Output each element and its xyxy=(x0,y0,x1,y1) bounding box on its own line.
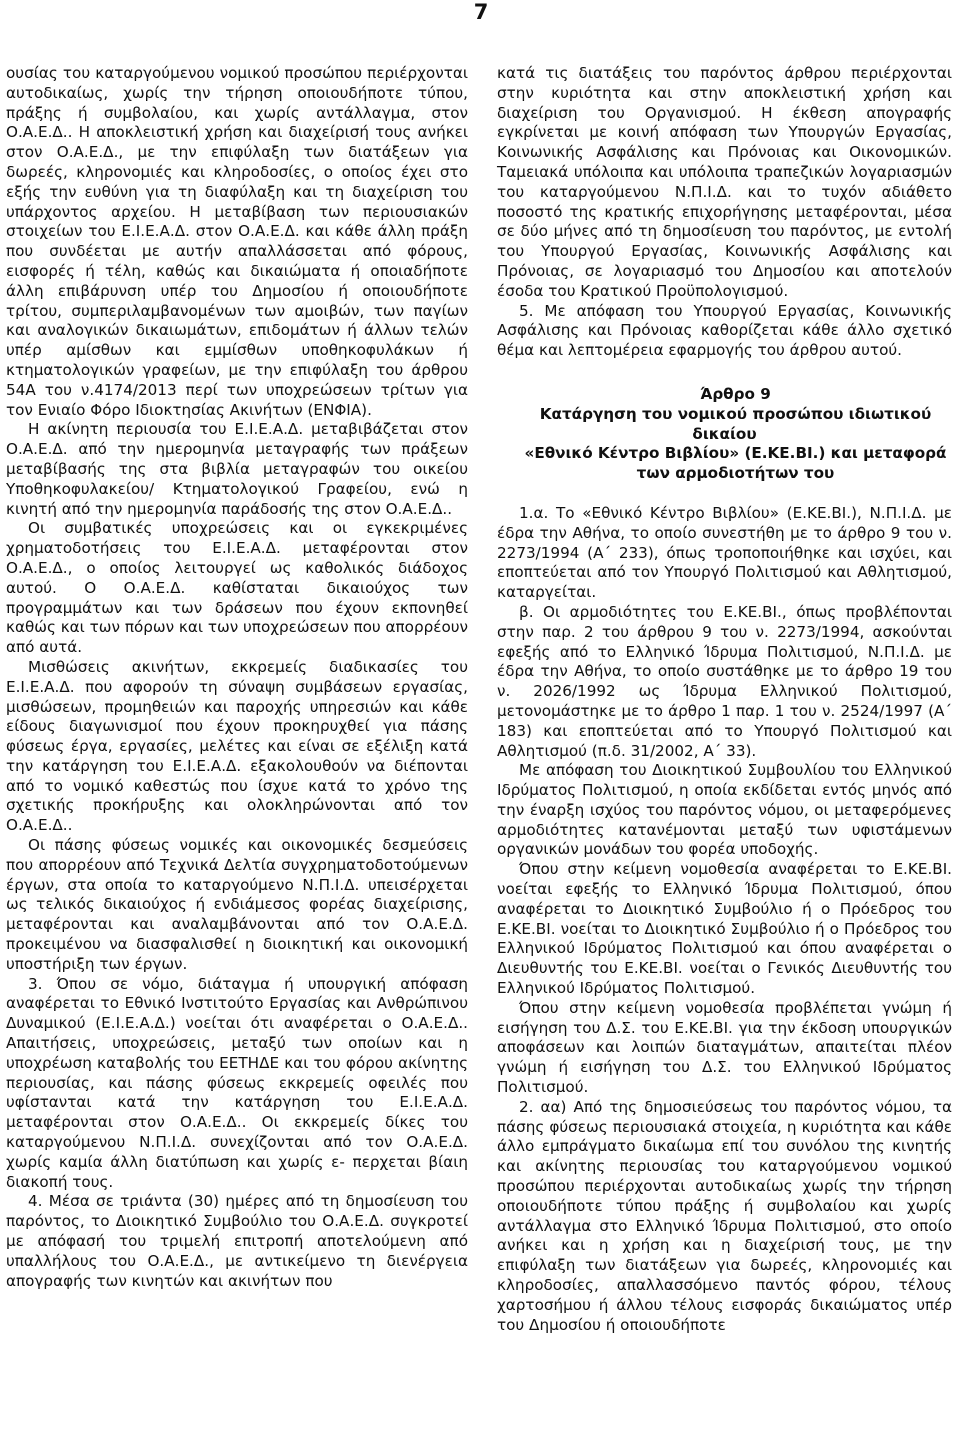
article-title-line: Κατάργηση του νομικού προσώπου ιδιωτικού δικαίου xyxy=(539,404,932,443)
paragraph: ουσίας του καταργούμενου νομικού προσώπου περιέρχονται αυτοδικαίως, χωρίς την τήρηση οποιουδήποτε τύπου, πράξης ή συμβολαίου, και χωρίς αντάλλαγμα, στον Ο.Α.Ε.Δ.. Η αποκλειστική χρήση και διαχείρισή τους ανήκει στον Ο.Α.Ε.Δ., με την επιφύλαξη των διατάξεων για δωρεές, κληρονομιές και κληροδοσίες, ο οποίος έχει στο εξής την ευθύνη για τη διαφύλαξη και τη διαχείριση του υπάρχοντος αρχείου. Η μεταβίβαση των περιουσιακών στοιχείων του Ε.Ι.Ε.Α.Δ. στον Ο.Α.Ε.Δ. και κάθε άλλη πράξη που συνδέεται με αυτήν απαλλάσσεται από φόρους, εισφορές ή τέλη, καθώς και δικαιώματα ή οποιαδήποτε άλλη επιβάρυνση υπέρ του Δημοσίου ή οποιουδήποτε τρίτου, συμπεριλαμβανομένων των αμοιβών, των παγίων και αναλογικών δικαιωμάτων, επιδομάτων ή άλλων τελών υπέρ αμίσθων και εμμίσθων υποθηκοφυλάκων ή κτηματολογικών γραφείων, με την επιφύλαξη του άρθρου 54Α του ν.4174/2013 περί των υποχρεώσεων τρίτων για τον Ενιαίο Φόρο Ιδιοκτησίας Ακινήτων (ΕΝΦΙΑ). xyxy=(6,64,468,419)
paragraph: Οι πάσης φύσεως νομικές και οικονομικές δεσμεύσεις που απορρέουν από Τεχνικά Δελτία συγχρηματοδοτούμενων έργων, στα οποία το καταργούμενο Ν.Π.Ι.Δ. υπεισέρχεται ως τελικός δικαιούχος ή ενδιάμεσος φορέας διαχείρισης, μεταφέρονται και αναλαμβάνονται από τον Ο.Α.Ε.Δ. προκειμένου να διασφαλισθεί η διοικητική και οικονομική υποστήριξη των έργων. xyxy=(6,836,468,973)
paragraph: Όπου στην κείμενη νομοθεσία προβλέπεται γνώμη ή εισήγηση του Δ.Σ. του Ε.ΚΕ.ΒΙ. για την έκδοση υπουργικών αποφάσεων και λοιπών διαταγμάτων, απαιτείται πλέον γνώμη ή εισήγηση του Δ.Σ. του Ελληνικού Ιδρύματος Πολιτισμού. xyxy=(497,998,952,1097)
page-number: 7 xyxy=(473,0,489,24)
paragraph: 4. Μέσα σε τριάντα (30) ημέρες από τη δημοσίευση του παρόντος, το Διοικητικό Συμβούλιο του Ο.Α.Ε.Δ. συγκροτεί με απόφασή του τριμελή επιτροπή αποτελούμενη από υπαλλήλους του Ο.Α.Ε.Δ., με αντικείμενο τη διενέργεια απογραφής των κινητών και ακινήτων που xyxy=(6,1192,468,1290)
right-column xyxy=(497,64,952,1335)
article-number: Άρθρο 9 xyxy=(700,384,771,403)
paragraph: Όπου στην κείμενη νομοθεσία αναφέρεται το Ε.ΚΕ.ΒΙ. νοείται εφεξής το Ελληνικό Ίδρυμα Πολιτισμού, όπου αναφέρεται το Διοικητικό Συμβούλιο ή ο Πρόεδρος του Ε.ΚΕ.ΒΙ. νοείται το Διοικητικό Συμβούλιο ή ο Πρόεδρος του Ελληνικού Ιδρύματος Πολιτισμού και όπου αναφέρεται ο Διευθυντής του Ε.ΚΕ.ΒΙ. νοείται ο Γενικός Διευθυντής του Ελληνικού Ιδρύματος Πολιτισμού. xyxy=(497,860,952,998)
paragraph: Μισθώσεις ακινήτων, εκκρεμείς διαδικασίες του Ε.Ι.Ε.Α.Δ. που αφορούν τη σύναψη συμβάσεων εργασίας, μισθώσεων, προμηθειών και παροχής υπηρεσιών και κάθε είδους διαγωνισμοί που έχουν προκηρυχθεί για πάσης φύσεως έργα, εργασίες, μελέτες και είναι σε εξέλιξη κατά την κατάργηση του Ε.Ι.Ε.Α.Δ. εξακολουθούν να διέπονται από το νομικό καθεστώς που ίσχυε κατά το χρόνο της σχετικής προκήρυξης και ολοκληρώνονται από τον Ο.Α.Ε.Δ.. xyxy=(6,657,468,835)
article-title-line: των αρμοδιοτήτων του xyxy=(636,464,835,483)
paragraph: 5. Με απόφαση του Υπουργού Εργασίας, Κοινωνικής Ασφάλισης και Πρόνοιας καθορίζεται κάθε άλλο σχετικό θέμα και λεπτομέρεια εφαρμογής του άρθρου αυτού. xyxy=(497,301,952,360)
paragraph: 1.α. Το «Εθνικό Κέντρο Βιβλίου» (Ε.ΚΕ.ΒΙ.), Ν.Π.Ι.Δ. με έδρα την Αθήνα, το οποίο συνεστήθη με το άρθρο 9 του ν. 2273/1994 (Α΄ 233), όπως τροποποιήθηκε και ισχύει, και εποπτεύεται από τον Υπουργό Πολιτισμού και Αθλητισμού, καταργείται. xyxy=(497,503,952,602)
paragraph: Με απόφαση του Διοικητικού Συμβουλίου του Ελληνικού Ιδρύματος Πολιτισμού, η οποία εκδίδεται εντός μηνός από την έναρξη ισχύος του παρόντος νόμου, οι μεταφερόμενες αρμοδιότητες κατανέμονται μεταξύ των υφιστάμενων οργανικών μονάδων του φορέα υποδοχής. xyxy=(497,761,952,859)
article-title-line: «Εθνικό Κέντρο Βιβλίου» (Ε.ΚΕ.ΒΙ.) και μεταφορά xyxy=(524,444,947,463)
paragraph: 2. αα) Από της δημοσιεύσεως του παρόντος νόμου, τα πάσης φύσεως περιουσιακά στοιχεία, η κυριότητα και κάθε άλλο εμπράγματο δικαίωμα επί του συνόλου της κινητής και ακίνητης περιουσίας του καταργούμενου νομικού προσώπου περιέρχονται αυτοδικαίως χωρίς την τήρηση οποιουδήποτε τύπου πράξης ή συμβολαίου και χωρίς αντάλλαγμα στο Ελληνικό Ίδρυμα Πολιτισμού, στο οποίο ανήκει και η χρήση και η διαχείρισή τους, με την επιφύλαξη των διατάξεων για δωρεές, κληρονομιές και κληροδοσίες, απαλλασσόμενο παντός φόρου, τέλους χαρτοσήμου ή άλλου τέλους εισφοράς δικαιώματος υπέρ του Δημοσίου ή οποιουδήποτε xyxy=(497,1097,952,1334)
paragraph: Η ακίνητη περιουσία του Ε.Ι.Ε.Α.Δ. μεταβιβάζεται στον Ο.Α.Ε.Δ. από την ημερομηνία μεταγραφής των πράξεων μεταβίβασής της στα βιβλία μεταγραφών του οικείου Υποθηκοφυλακείου/ Κτηματολογικού Γραφείου, ενώ η κινητή από την ημερομηνία παράδοσής της στον Ο.Α.Ε.Δ.. xyxy=(6,420,468,518)
left-column xyxy=(6,64,468,1291)
paragraph: 3. Όπου σε νόμο, διάταγμα ή υπουργική απόφαση αναφέρεται το Εθνικό Ινστιτούτο Εργασίας και Ανθρώπινου Δυναμικού (Ε.Ι.Ε.Α.Δ.) νοείται ότι αναφέρεται ο Ο.Α.Ε.Δ.. Απαιτήσεις, υποχρεώσεις, μεταξύ των οποίων και η υποχρέωση καταβολής του ΕΕΤΗΔΕ και του φόρου ακίνητης περιουσίας, και πάσης φύσεως εκκρεμείς οφειλές που υφίστανται κατά την κατάργηση του Ε.Ι.Ε.Α.Δ. μεταφέρονται στον Ο.Α.Ε.Δ.. Οι εκκρεμείς δίκες του καταργούμενου Ν.Π.Ι.Δ. συνεχίζονται από τον Ο.Α.Ε.Δ. χωρίς καμία άλλη διατύπωση και χωρίς ε- περχεται βίαιη διακοπή τους. xyxy=(6,974,468,1191)
paragraph: Οι συμβατικές υποχρεώσεις και οι εγκεκριμένες χρηματοδοτήσεις του Ε.Ι.Ε.Α.Δ. μεταφέρονται στον Ο.Α.Ε.Δ., ο οποίος λειτουργεί ως καθολικός διάδοχος αυτού. Ο Ο.Α.Ε.Δ. καθίσταται δικαιούχος των προγραμμάτων και των δράσεων που έχουν εκπονηθεί καθώς και των πόρων και των υποχρεώσεων που απορρέουν από αυτά. xyxy=(6,519,469,657)
paragraph: β. Οι αρμοδιότητες του Ε.ΚΕ.ΒΙ., όπως προβλέπονται στην παρ. 2 του άρθρου 9 του ν. 2273/1994, ασκούνται εφεξής από το Ελληνικό Ίδρυμα Πολιτισμού, Ν.Π.Ι.Δ. με έδρα την Αθήνα, το οποίο συστάθηκε με το άρθρο 19 του ν. 2026/1992 ως Ίδρυμα Ελληνικού Πολιτισμού, μετονομάστηκε με το άρθρο 1 παρ. 1 του ν. 2524/1997 (Α΄ 183) και εποπτεύεται από το Υπουργό Πολιτισμού και Αθλητισμού (π.δ. 31/2002, Α΄ 33). xyxy=(497,602,952,760)
paragraph: κατά τις διατάξεις του παρόντος άρθρου περιέρχονται στην κυριότητα και στην αποκλειστική χρήση και διαχείριση του Οργανισμού. Η έκθεση απογραφής εγκρίνεται με κοινή απόφαση των Υπουργών Εργασίας, Κοινωνικής Ασφάλισης και Πρόνοιας και Οικονομικών. Ταμειακά υπόλοιπα και υπόλοιπα τραπεζικών λογαριασμών του καταργούμενου Ν.Π.Ι.Δ. και το τυχόν αδιάθετο ποσοστό της κρατικής επιχορήγησης μεταφέρονται, μέσα σε δύο μήνες από τη δημοσίευση του παρόντος, με εντολή του Υπουργού Εργασίας, Κοινωνικής Ασφάλισης και Πρόνοιας, σε λογαριασμό του Δημοσίου και αποτελούν έσοδα του Κρατικού Προϋπολογισμού. xyxy=(497,64,952,300)
